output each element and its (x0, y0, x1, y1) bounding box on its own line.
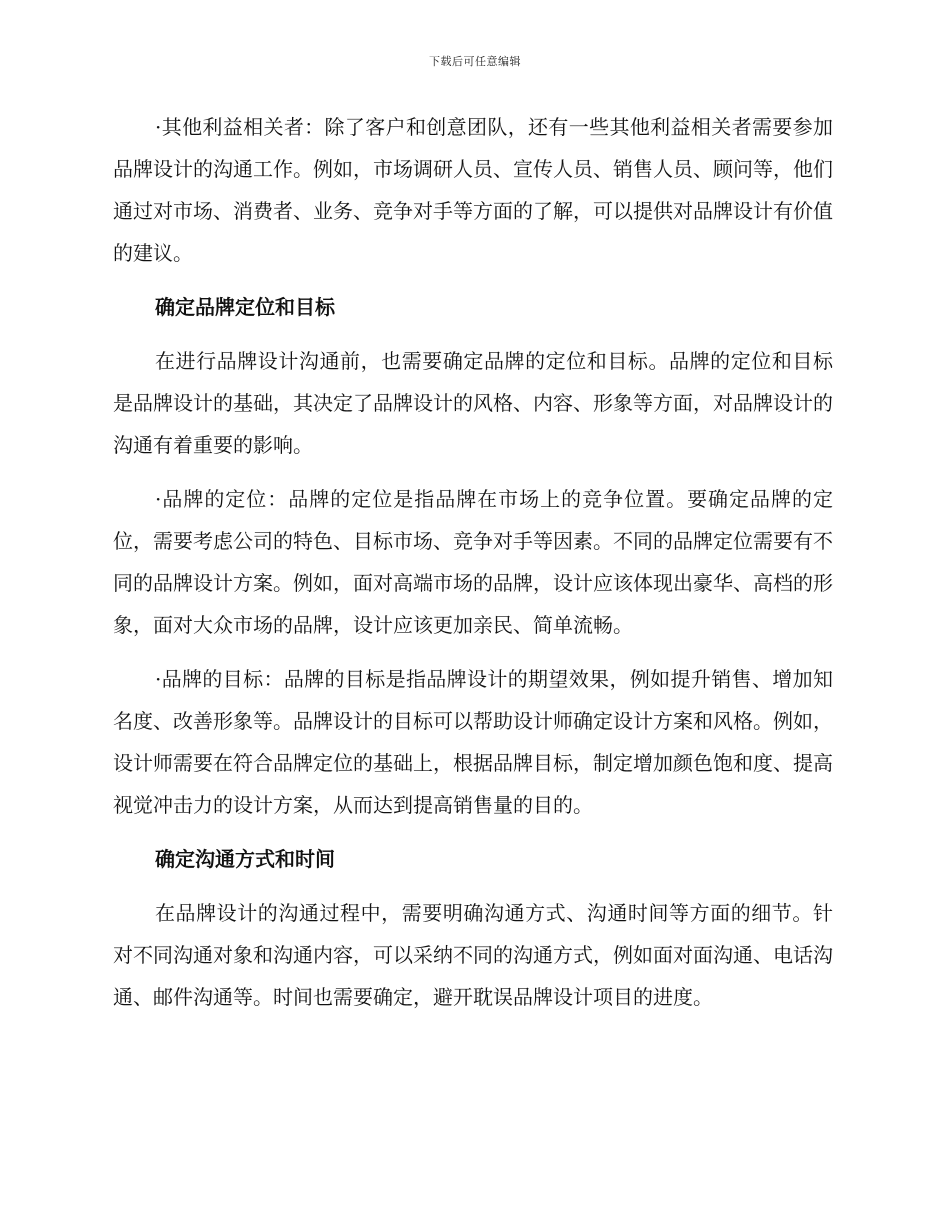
document-body (113, 106, 833, 1030)
paragraph-brand-positioning: ·品牌的定位：品牌的定位是指品牌在市场上的竞争位置。要确定品牌的定位，需要考虑公司的特色、目标市场、竞争对手等因素。不同的品牌定位需要有不同的品牌设计方案。例如，面对高端市场的品牌，设计应该体现出豪华、高档的形象，面对大众市场的品牌，设计应该更加亲民、简单流畅。 (113, 487, 833, 637)
section-heading-positioning-goals: 确定品牌定位和目标 (155, 295, 335, 319)
paragraph-other-stakeholders: ·其他利益相关者：除了客户和创意团队，还有一些其他利益相关者需要参加品牌设计的沟通工作。例如，市场调研人员、宣传人员、销售人员、顾问等，他们通过对市场、消费者、业务、竞争对手等方面的了解，可以提供对品牌设计有价值的建议。 (113, 115, 833, 265)
paragraph-positioning-intro: 在进行品牌设计沟通前，也需要确定品牌的定位和目标。品牌的定位和目标是品牌设计的基础，其决定了品牌设计的风格、内容、形象等方面，对品牌设计的沟通有着重要的影响。 (113, 349, 833, 457)
section-heading-communication-method: 确定沟通方式和时间 (155, 847, 335, 871)
paragraph-communication-method: 在品牌设计的沟通过程中，需要明确沟通方式、沟通时间等方面的细节。针对不同沟通对象和沟通内容，可以采纳不同的沟通方式，例如面对面沟通、电话沟通、邮件沟通等。时间也需要确定，避开耽误品牌设计项目的进度。 (113, 901, 833, 1009)
paragraph-brand-goals: ·品牌的目标：品牌的目标是指品牌设计的期望效果，例如提升销售、增加知名度、改善形象等。品牌设计的目标可以帮助设计师确定设计方案和风格。例如，设计师需要在符合品牌定位的基础上，根据品牌目标，制定增加颜色饱和度、提高视觉冲击力的设计方案，从而达到提高销售量的目的。 (113, 667, 833, 817)
page-header: 下载后可任意编辑 (429, 55, 521, 68)
